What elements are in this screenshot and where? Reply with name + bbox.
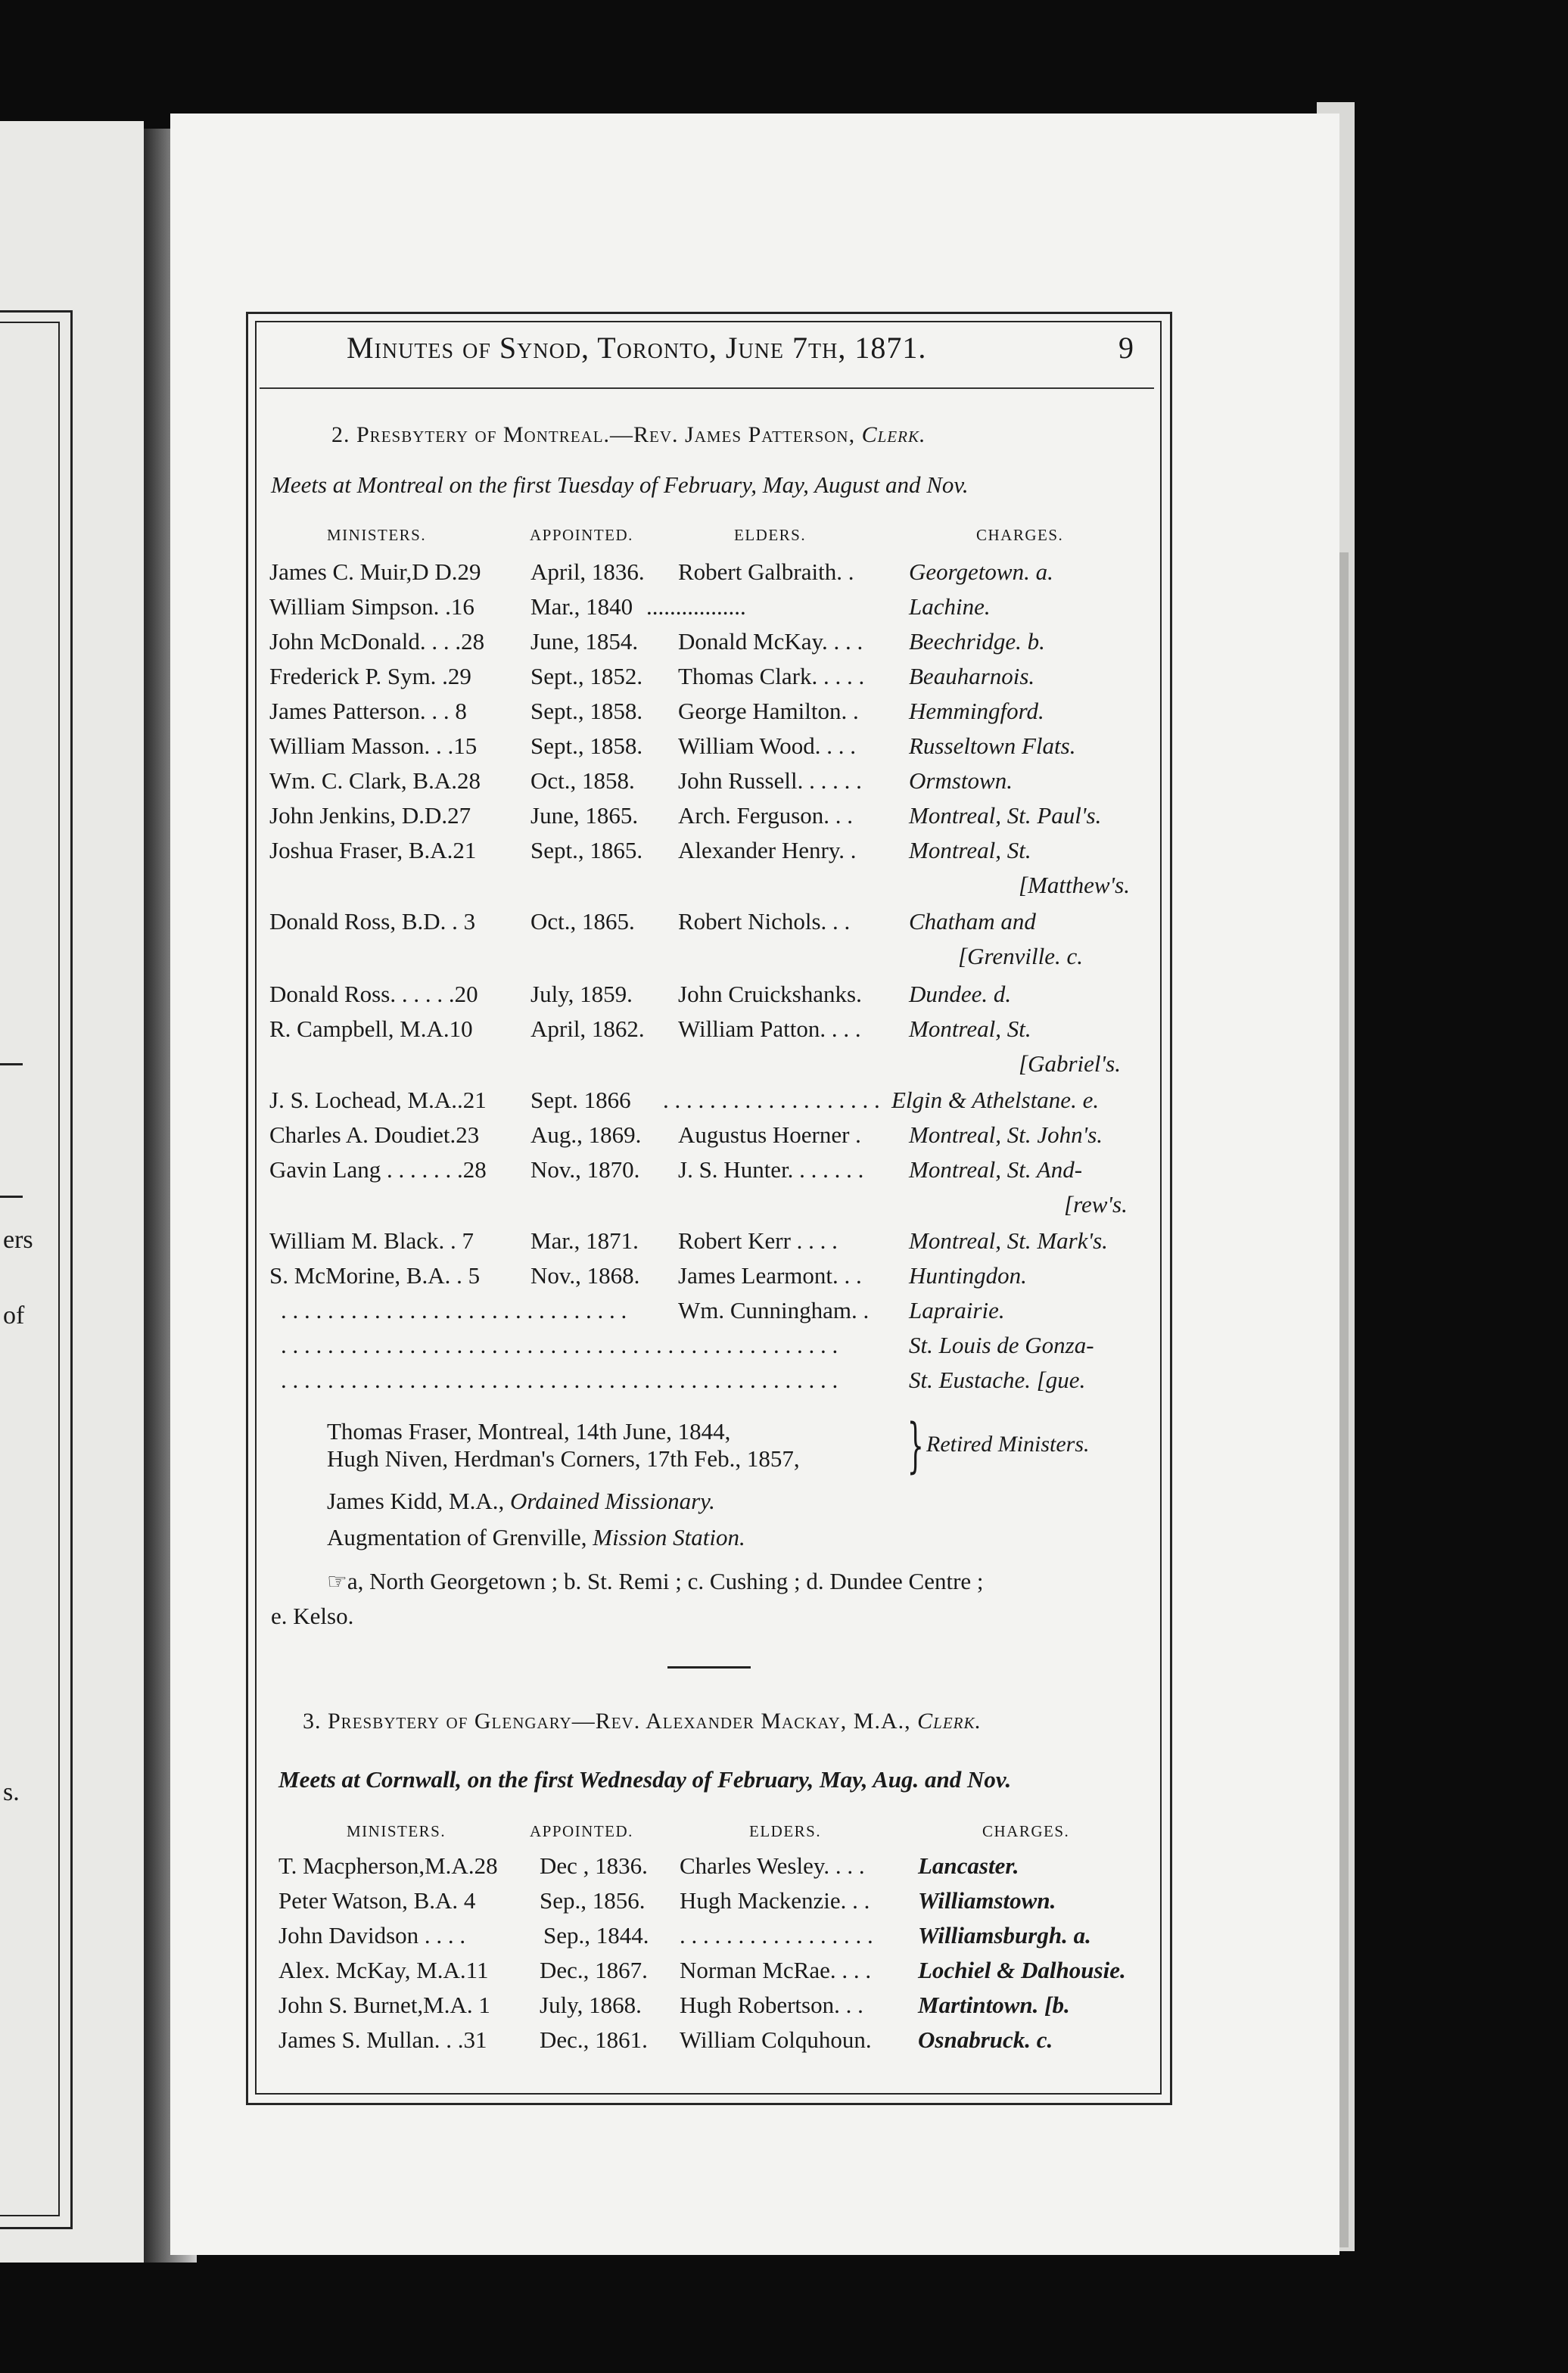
heading-text: 2. Presbytery of Montreal.—Rev. James Patterson,: [331, 422, 856, 447]
left-page-fragment: [0, 121, 144, 2263]
charge-cell: Lachine.: [909, 593, 991, 620]
header-rule: [260, 387, 1154, 389]
elder-cell: William Colquhoun.: [680, 2026, 872, 2053]
section-divider: [667, 1666, 751, 1669]
minister-cell: John S. Burnet,M.A. 1: [278, 1992, 490, 2018]
charge-cell: Osnabruck. c.: [918, 2026, 1053, 2053]
table-row: [269, 1332, 1147, 1362]
left-page-text: ers: [3, 1226, 33, 1254]
minister-cell: . . . . . . . . . . . . . . . . . . . . . . . . . . . . . . . . . . . . . . . . . . . . . . . .: [281, 1367, 838, 1393]
missionary-role: Ordained Missionary.: [509, 1488, 715, 1514]
minister-cell: Donald Ross, B.D. . 3: [269, 908, 476, 935]
table-row: [269, 1367, 1147, 1397]
charge-cell: [Matthew's.: [1019, 872, 1130, 898]
heading-clerk: Clerk.: [917, 1709, 982, 1734]
column-header-elders: ELDERS.: [749, 1822, 822, 1840]
heading-clerk: Clerk.: [861, 422, 926, 447]
mission-station-entry: [327, 1526, 745, 1549]
table-row-continuation: [269, 943, 1147, 973]
footnote-line: [327, 1569, 984, 1594]
appointed-cell: April, 1862.: [530, 1015, 645, 1042]
table-row: [269, 908, 1147, 938]
appointed-cell: Dec., 1861.: [540, 2026, 648, 2053]
minister-cell: Joshua Fraser, B.A.21: [269, 837, 477, 863]
column-header-ministers: MINISTERS.: [327, 526, 427, 544]
table-row: [269, 1156, 1147, 1186]
minister-cell: John McDonald. . . .28: [269, 628, 485, 655]
charge-cell: St. Louis de Gonza-: [909, 1332, 1094, 1358]
appointed-cell: Dec , 1836.: [540, 1852, 648, 1879]
table-row: [278, 1922, 1156, 1952]
table-row: [269, 1087, 1147, 1117]
table-row: [269, 1297, 1147, 1327]
page-number: 9: [1118, 331, 1134, 365]
appointed-cell: Dec., 1867.: [540, 1957, 648, 1983]
appointed-cell: April, 1836.: [530, 558, 645, 585]
charge-cell: Montreal, St. Mark's.: [909, 1227, 1108, 1254]
charge-cell: Elgin & Athelstane. e.: [891, 1087, 1100, 1113]
charge-cell: Dundee. d.: [909, 981, 1012, 1007]
left-page-text: of: [3, 1302, 25, 1330]
charge-cell: St. Eustache. [gue.: [909, 1367, 1086, 1393]
elder-cell: George Hamilton. .: [678, 698, 859, 724]
charge-cell: Williamstown.: [918, 1887, 1056, 1914]
left-page-inner-frame: [0, 322, 60, 2216]
table-row: [269, 1015, 1147, 1046]
missionary-entry: [327, 1489, 715, 1513]
elder-cell: Donald McKay. . . .: [678, 628, 863, 655]
column-header-appointed: APPOINTED.: [530, 1822, 633, 1840]
table-row: [269, 663, 1147, 693]
charge-cell: Huntingdon.: [909, 1262, 1027, 1289]
minister-cell: James Patterson. . . 8: [269, 698, 467, 724]
section-heading-glengary: [303, 1710, 982, 1733]
table-row: [278, 1992, 1156, 2022]
charge-cell: [Gabriel's.: [1019, 1050, 1121, 1077]
elder-cell: Hugh Mackenzie. . .: [680, 1887, 870, 1914]
minister-cell: R. Campbell, M.A.10: [269, 1015, 473, 1042]
elder-cell: Thomas Clark. . . . .: [678, 663, 865, 689]
minister-cell: William Simpson. .16: [269, 593, 474, 620]
charge-cell: Laprairie.: [909, 1297, 1005, 1323]
elder-cell: Robert Galbraith. .: [678, 558, 854, 585]
table-row-continuation: [269, 1050, 1147, 1081]
appointed-cell: July, 1868.: [540, 1992, 642, 2018]
appointed-cell: Oct., 1858.: [530, 767, 635, 794]
appointed-cell: Nov., 1870.: [530, 1156, 640, 1183]
minister-cell: James S. Mullan. . .31: [278, 2026, 487, 2053]
charge-cell: Montreal, St. Paul's.: [909, 802, 1102, 829]
table-row: [269, 628, 1147, 658]
appointed-cell: Sep., 1844.: [543, 1922, 649, 1948]
table-row: [269, 732, 1147, 763]
table-row: [269, 802, 1147, 832]
table-row: [269, 1227, 1147, 1258]
appointed-cell: Sept., 1865.: [530, 837, 643, 863]
minister-cell: Frederick P. Sym. .29: [269, 663, 471, 689]
charge-cell: Montreal, St.: [909, 837, 1031, 863]
minister-cell: J. S. Lochead, M.A..21: [269, 1087, 487, 1113]
charge-cell: Martintown. [b.: [918, 1992, 1070, 2018]
missionary-name: James Kidd, M.A.,: [327, 1488, 505, 1514]
appointed-cell: Sept. 1866: [530, 1087, 631, 1113]
column-header-charges: CHARGES.: [976, 526, 1064, 544]
elder-cell: Robert Nichols. . .: [678, 908, 851, 935]
column-header-elders: ELDERS.: [734, 526, 807, 544]
charge-cell: Ormstown.: [909, 767, 1013, 794]
charge-cell: Chatham and: [909, 908, 1036, 935]
minister-cell: Charles A. Doudiet.23: [269, 1121, 480, 1148]
appointed-cell: July, 1859.: [530, 981, 633, 1007]
section-heading-montreal: [331, 424, 926, 446]
table-row: [278, 1887, 1156, 1917]
appointed-cell: June, 1865.: [530, 802, 639, 829]
minister-cell: William M. Black. . 7: [269, 1227, 474, 1254]
minister-cell: S. McMorine, B.A. . 5: [269, 1262, 481, 1289]
charge-cell: Lochiel & Dalhousie.: [918, 1957, 1126, 1983]
station-name: Augmentation of Grenville,: [327, 1524, 587, 1550]
appointed-cell: Sept., 1858.: [530, 732, 643, 759]
brace-glyph: }: [907, 1412, 924, 1480]
elder-cell: John Cruickshanks.: [678, 981, 862, 1007]
charge-cell: [rew's.: [1064, 1191, 1128, 1218]
minister-cell: William Masson. . .15: [269, 732, 478, 759]
charge-cell: Montreal, St.: [909, 1015, 1031, 1042]
pointing-hand-icon: ☞: [327, 1569, 347, 1594]
table-row: [278, 1957, 1156, 1987]
charge-cell: Williamsburgh. a.: [918, 1922, 1091, 1948]
running-header-title: Minutes of Synod, Toronto, June 7th, 1871.: [347, 331, 927, 365]
minister-cell: James C. Muir,D D.29: [269, 558, 481, 585]
column-header-ministers: MINISTERS.: [347, 1822, 446, 1840]
elder-cell: James Learmont. . .: [678, 1262, 862, 1289]
appointed-cell: Sept., 1852.: [530, 663, 643, 689]
minister-cell: John Jenkins, D.D.27: [269, 802, 471, 829]
minister-cell: . . . . . . . . . . . . . . . . . . . . . . . . . . . . . . . . . . . . . . . . . . . . . . . .: [281, 1332, 838, 1358]
table-row-continuation: [269, 1191, 1147, 1221]
elder-cell: .................: [646, 593, 746, 620]
minister-cell: Gavin Lang . . . . . . .28: [269, 1156, 487, 1183]
table-row: [278, 2026, 1156, 2057]
elder-cell: . . . . . . . . . . . . . . . . .: [680, 1922, 873, 1948]
footnote-line: e. Kelso.: [271, 1603, 354, 1629]
charge-cell: [Grenville. c.: [958, 943, 1083, 969]
minister-cell: John Davidson . . . .: [278, 1922, 466, 1948]
meeting-schedule-glengary: Meets at Cornwall, on the first Wednesday of February, May, Aug. and Nov.: [278, 1766, 1012, 1793]
elder-cell: Augustus Hoerner .: [678, 1121, 861, 1148]
table-row: [269, 1121, 1147, 1152]
column-header-appointed: APPOINTED.: [530, 526, 633, 544]
appointed-cell: Oct., 1865.: [530, 908, 635, 935]
retired-minister-entry: Thomas Fraser, Montreal, 14th June, 1844,: [327, 1418, 731, 1445]
appointed-cell: Nov., 1868.: [530, 1262, 640, 1289]
elder-cell: Charles Wesley. . . .: [680, 1852, 865, 1879]
column-header-charges: CHARGES.: [982, 1822, 1070, 1840]
charge-cell: Montreal, St. John's.: [909, 1121, 1103, 1148]
elder-cell: Arch. Ferguson. . .: [678, 802, 854, 829]
table-row: [269, 837, 1147, 867]
minister-cell: Wm. C. Clark, B.A.28: [269, 767, 481, 794]
left-page-rule: [0, 1196, 23, 1198]
appointed-cell: Sep., 1856.: [540, 1887, 646, 1914]
appointed-cell: June, 1854.: [530, 628, 639, 655]
table-row: [269, 558, 1147, 589]
minister-cell: Alex. McKay, M.A.11: [278, 1957, 489, 1983]
appointed-cell: Mar., 1840: [530, 593, 633, 620]
elder-cell: Wm. Cunningham. .: [678, 1297, 870, 1323]
heading-text: 3. Presbytery of Glengary—Rev. Alexander Mackay, M.A.,: [303, 1709, 911, 1734]
minister-cell: Peter Watson, B.A. 4: [278, 1887, 476, 1914]
elder-cell: William Wood. . . .: [678, 732, 857, 759]
table-row-continuation: [269, 872, 1147, 902]
footnote-text: a, North Georgetown ; b. St. Remi ; c. Cushing ; d. Dundee Centre ;: [347, 1568, 984, 1594]
minister-cell: T. Macpherson,M.A.28: [278, 1852, 498, 1879]
charge-cell: Lancaster.: [918, 1852, 1019, 1879]
left-page-rule: [0, 1063, 23, 1065]
charge-cell: Hemmingford.: [909, 698, 1044, 724]
table-row: [269, 593, 1147, 624]
table-row: [278, 1852, 1156, 1883]
left-page-text: s.: [3, 1778, 20, 1806]
meeting-schedule-montreal: Meets at Montreal on the first Tuesday of February, May, August and Nov.: [271, 471, 969, 498]
elder-cell: Hugh Robertson. . .: [680, 1992, 863, 2018]
charge-cell: Russeltown Flats.: [909, 732, 1076, 759]
table-row: [269, 1262, 1147, 1292]
charge-cell: Georgetown. a.: [909, 558, 1053, 585]
appointed-cell: Sept., 1858.: [530, 698, 643, 724]
charge-cell: Montreal, St. And-: [909, 1156, 1083, 1183]
retired-ministers-label: Retired Ministers.: [926, 1432, 1090, 1457]
elder-cell: John Russell. . . . . .: [678, 767, 862, 794]
elder-cell: Alexander Henry. .: [678, 837, 857, 863]
charge-cell: Beauharnois.: [909, 663, 1035, 689]
table-row: [269, 981, 1147, 1011]
minister-cell: . . . . . . . . . . . . . . . . . . . . . . . . . . . . . .: [281, 1297, 627, 1323]
retired-minister-entry: Hugh Niven, Herdman's Corners, 17th Feb., 1857,: [327, 1445, 800, 1472]
station-role: Mission Station.: [593, 1524, 745, 1550]
elder-cell: . . . . . . . . . . . . . . . . . . .: [663, 1087, 880, 1113]
charge-cell: Beechridge. b.: [909, 628, 1045, 655]
elder-cell: William Patton. . . .: [678, 1015, 861, 1042]
appointed-cell: Aug., 1869.: [530, 1121, 642, 1148]
minister-cell: Donald Ross. . . . . .20: [269, 981, 478, 1007]
appointed-cell: Mar., 1871.: [530, 1227, 639, 1254]
elder-cell: Robert Kerr . . . .: [678, 1227, 838, 1254]
elder-cell: Norman McRae. . . .: [680, 1957, 872, 1983]
elder-cell: J. S. Hunter. . . . . . .: [678, 1156, 864, 1183]
table-row: [269, 767, 1147, 798]
table-row: [269, 698, 1147, 728]
